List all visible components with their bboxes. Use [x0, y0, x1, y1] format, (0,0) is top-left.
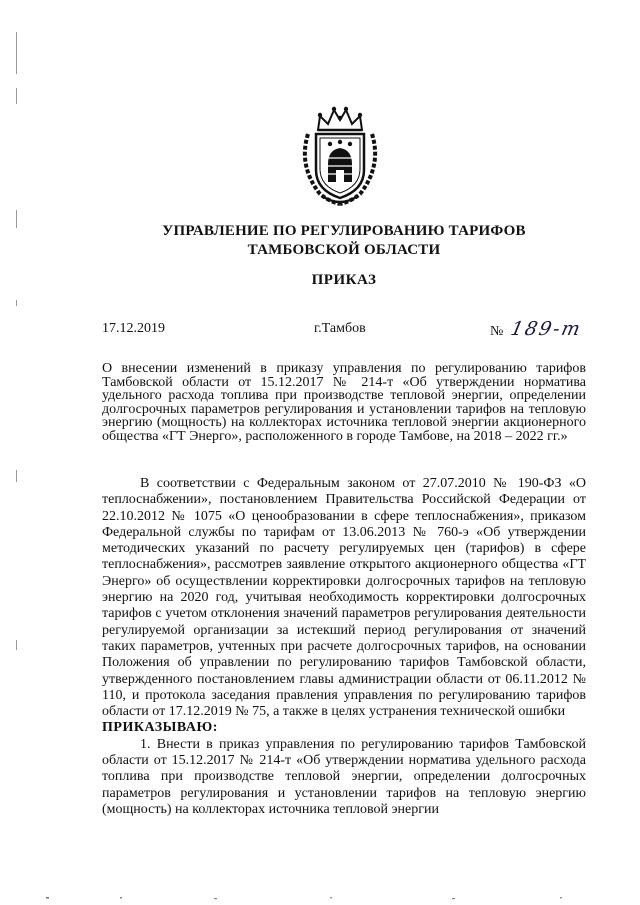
number-sign: № [489, 324, 504, 339]
body-paragraph-preamble: В соответствии с Федеральным законом от 27.07.2010 № 190-ФЗ «О теплоснабжении», постановлением Правительства Российской Федерации от 22.10.2012 № 1075 «О ценообразовании в сфере теплоснабжения», приказом Федеральной службы по тарифам от 13.06.2013 № 760-э «Об утверждении методических указаний по расчету регулируемых цен (тарифов) в сфере теплоснабжения», рассмотрев заявление открытого акционерного общества «ГТ Энерго» об осуществлении корректировки долгосрочных тарифов на тепловую энергию на 2020 год, учитывая необходимость корректировки долгосрочных тарифов с учетом отклонения значений параметров регулирования деятельности регулируемой организации за истекший период регулирования от значений таких параметров, учтенных при расчете долгосрочных тарифов, на основании Положения об управлении по регулированию тарифов Тамбовской области, утвержденного постановлением главы администрации области от 06.11.2012 № 110, и протокола заседания правления управления по регулированию тарифов области от 17.12.2019 № 75, а также в целях устранения технической ошибки [102, 476, 586, 720]
organization-title-line1: УПРАВЛЕНИЕ ПО РЕГУЛИРОВАНИЮ ТАРИФОВ [162, 223, 526, 239]
scan-margin-mark [16, 210, 17, 228]
document-subject: О внесении изменений в приказу управления по регулированию тарифов Тамбовской области от 15.12.2017 № 214-т «Об утверждении норматива удельного расхода топлива при производстве тепловой энергии, определении долгосрочных параметров регулирования и установлении тарифов на тепловую энергию (мощность) на коллекторах источника тепловой энергии акционерного общества «ГТ Энерго», расположенного в городе Тамбове, на 2018 – 2022 гг.» [102, 361, 586, 444]
document-city: г.Тамбов [314, 321, 366, 336]
scan-margin-mark [16, 88, 17, 104]
scan-margin-mark [16, 470, 17, 482]
order-word-line [102, 720, 586, 736]
document-type: ПРИКАЗ [311, 272, 377, 288]
scan-margin-mark [16, 640, 17, 650]
document-meta-row [102, 318, 586, 342]
scan-margin-mark [16, 32, 17, 74]
document-date: 17.12.2019 [102, 321, 165, 336]
handwritten-number: 189-т [508, 318, 585, 340]
scan-bottom-specks [0, 895, 640, 901]
document-number [489, 318, 585, 340]
body-paragraph-item1: 1. Внести в приказ управления по регулированию тарифов Тамбовской области от 15.12.2017 № 214-т «Об утверждении норматива удельного расхода топлива при производстве тепловой энергии, определении долгосрочных параметров регулирования и установлении тарифов на тепловую энергию (мощность) на коллекторах источника тепловой энергии [102, 736, 586, 817]
organization-title-line2: ТАМБОВСКОЙ ОБЛАСТИ [247, 242, 441, 258]
order-word: ПРИКАЗЫВАЮ: [102, 720, 218, 736]
organization-title [100, 222, 588, 260]
document-body [102, 476, 586, 818]
tambov-coat-of-arms-icon [298, 104, 382, 208]
scan-margin-mark [16, 300, 17, 306]
